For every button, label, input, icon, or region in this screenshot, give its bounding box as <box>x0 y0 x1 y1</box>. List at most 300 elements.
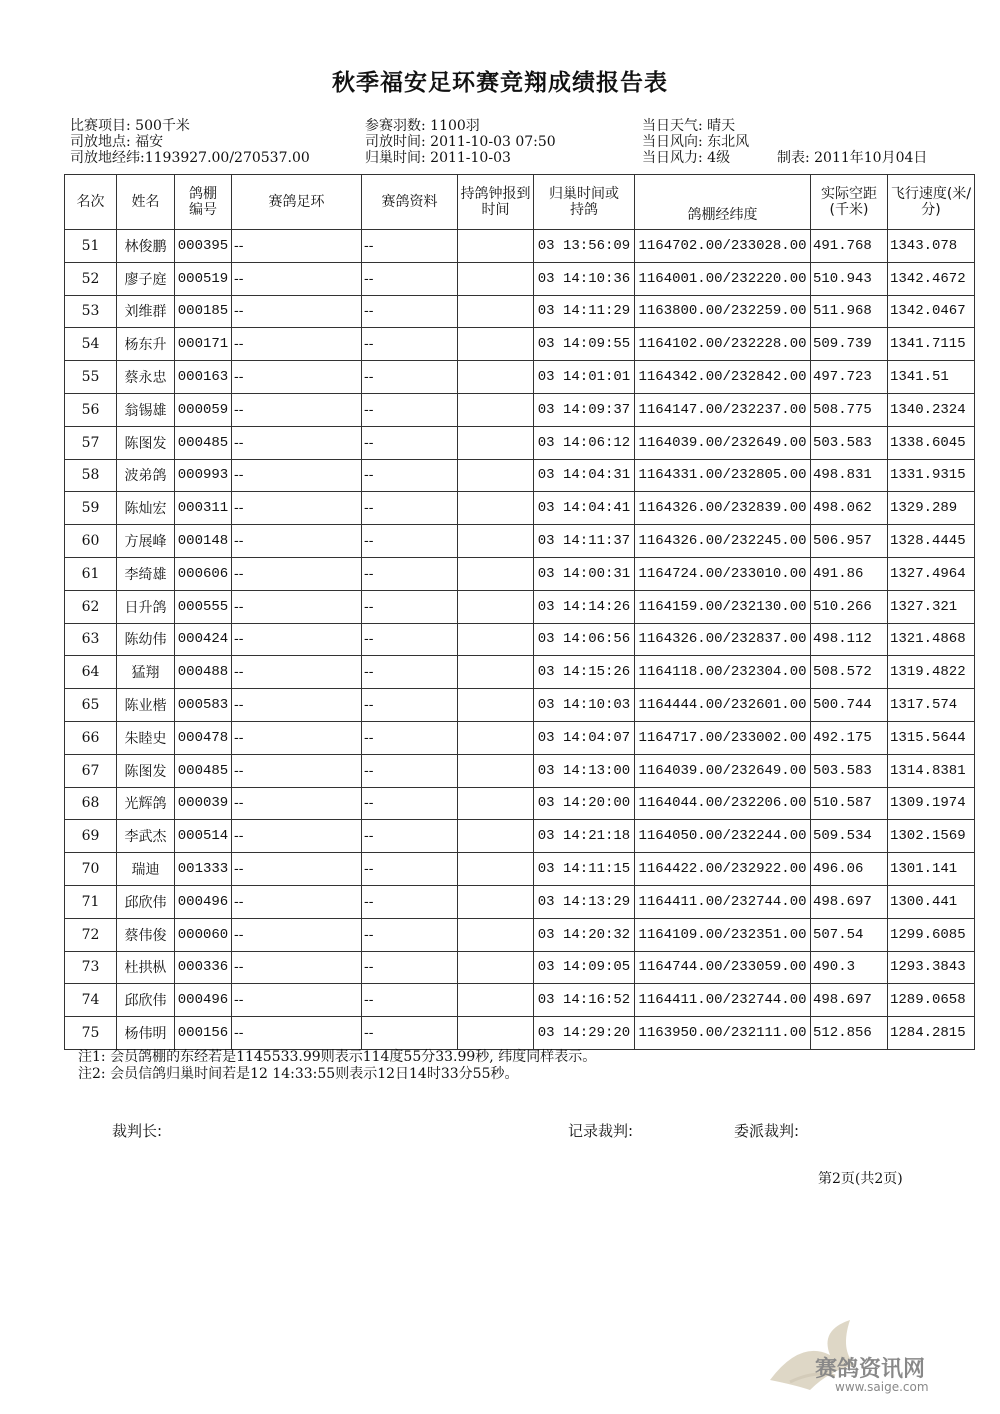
cell-coords: 1163800.00/232259.00 <box>635 295 811 328</box>
cell-rank: 65 <box>65 689 117 722</box>
cell-info: -- <box>362 754 458 787</box>
cell-distance: 508.572 <box>811 656 888 689</box>
cell-speed: 1329.289 <box>888 492 975 525</box>
cell-return-time: 03 14:10:36 <box>534 262 635 295</box>
cell-distance: 498.697 <box>811 885 888 918</box>
cell-return-time: 03 14:11:37 <box>534 525 635 558</box>
cell-clock <box>458 328 534 361</box>
cell-loft-no: 000519 <box>175 262 232 295</box>
cell-rank: 53 <box>65 295 117 328</box>
results-table <box>64 174 975 1050</box>
cell-ring: -- <box>232 361 362 394</box>
cell-speed: 1321.4868 <box>888 623 975 656</box>
cell-rank: 52 <box>65 262 117 295</box>
notes <box>78 1049 596 1083</box>
cell-return-time: 03 14:09:37 <box>534 393 635 426</box>
cell-ring: -- <box>232 656 362 689</box>
header-return: 归巢时间或持鸽 <box>534 175 635 230</box>
cell-distance: 510.943 <box>811 262 888 295</box>
cell-ring: -- <box>232 328 362 361</box>
cell-ring: -- <box>232 853 362 886</box>
cell-coords: 1164717.00/233002.00 <box>635 721 811 754</box>
cell-ring: -- <box>232 295 362 328</box>
header-speed: 飞行速度(米/分) <box>888 175 975 230</box>
cell-coords: 1164050.00/232244.00 <box>635 820 811 853</box>
cell-coords: 1164331.00/232805.00 <box>635 459 811 492</box>
cell-name: 朱睦史 <box>117 721 175 754</box>
cell-coords: 1164326.00/232245.00 <box>635 525 811 558</box>
race-info-left <box>70 118 310 166</box>
cell-coords: 1164159.00/232130.00 <box>635 590 811 623</box>
cell-coords: 1164102.00/232228.00 <box>635 328 811 361</box>
table-row <box>65 689 975 722</box>
table-row <box>65 426 975 459</box>
header-rank: 名次 <box>65 175 117 230</box>
cell-info: -- <box>362 525 458 558</box>
cell-info: -- <box>362 787 458 820</box>
cell-name: 瑞迪 <box>117 853 175 886</box>
cell-name: 林俊鹏 <box>117 230 175 263</box>
cell-rank: 54 <box>65 328 117 361</box>
table-row <box>65 590 975 623</box>
cell-loft-no: 000395 <box>175 230 232 263</box>
cell-clock <box>458 295 534 328</box>
cell-name: 陈幼伟 <box>117 623 175 656</box>
cell-clock <box>458 262 534 295</box>
cell-distance: 509.739 <box>811 328 888 361</box>
cell-loft-no: 000163 <box>175 361 232 394</box>
cell-ring: -- <box>232 623 362 656</box>
cell-clock <box>458 721 534 754</box>
cell-distance: 490.3 <box>811 951 888 984</box>
cell-name: 邱欣伟 <box>117 984 175 1017</box>
cell-info: -- <box>362 689 458 722</box>
table-row <box>65 853 975 886</box>
cell-return-time: 03 14:09:55 <box>534 328 635 361</box>
wind-direction: 当日风向: 东北风 <box>642 134 750 150</box>
cell-ring: -- <box>232 557 362 590</box>
cell-name: 波弟鸽 <box>117 459 175 492</box>
cell-name: 方展峰 <box>117 525 175 558</box>
report-title: 秋季福安足环赛竞翔成绩报告表 <box>332 70 668 96</box>
cell-clock <box>458 426 534 459</box>
cell-info: -- <box>362 459 458 492</box>
cell-return-time: 03 14:06:12 <box>534 426 635 459</box>
cell-coords: 1164422.00/232922.00 <box>635 853 811 886</box>
cell-ring: -- <box>232 525 362 558</box>
cell-clock <box>458 361 534 394</box>
watermark-text: 赛鸽资讯网 <box>815 1357 926 1382</box>
cell-distance: 511.968 <box>811 295 888 328</box>
entries: 参赛羽数: 1100羽 <box>365 118 480 134</box>
table-row <box>65 1017 975 1050</box>
cell-loft-no: 000583 <box>175 689 232 722</box>
cell-speed: 1328.4445 <box>888 525 975 558</box>
cell-speed: 1309.1974 <box>888 787 975 820</box>
cell-loft-no: 000039 <box>175 787 232 820</box>
cell-ring: -- <box>232 426 362 459</box>
table-row <box>65 787 975 820</box>
cell-name: 陈图发 <box>117 426 175 459</box>
cell-distance: 496.06 <box>811 853 888 886</box>
cell-coords: 1164044.00/232206.00 <box>635 787 811 820</box>
note-1: 注1: 会员鸽棚的东经若是1145533.99则表示114度55分33.99秒, 纬度同样表示。 <box>78 1049 597 1065</box>
cell-loft-no: 000059 <box>175 393 232 426</box>
cell-info: -- <box>362 426 458 459</box>
cell-info: -- <box>362 656 458 689</box>
cell-coords: 1164744.00/233059.00 <box>635 951 811 984</box>
cell-rank: 66 <box>65 721 117 754</box>
race-info-middle <box>365 118 556 166</box>
race-info-right <box>642 118 927 166</box>
cell-info: -- <box>362 951 458 984</box>
cell-distance: 510.587 <box>811 787 888 820</box>
cell-ring: -- <box>232 459 362 492</box>
cell-distance: 498.062 <box>811 492 888 525</box>
table-row <box>65 754 975 787</box>
cell-info: -- <box>362 262 458 295</box>
cell-clock <box>458 393 534 426</box>
table-row <box>65 885 975 918</box>
cell-coords: 1164001.00/232220.00 <box>635 262 811 295</box>
cell-rank: 60 <box>65 525 117 558</box>
cell-speed: 1331.9315 <box>888 459 975 492</box>
cell-coords: 1164444.00/232601.00 <box>635 689 811 722</box>
cell-clock <box>458 230 534 263</box>
cell-distance: 491.86 <box>811 557 888 590</box>
cell-coords: 1164326.00/232839.00 <box>635 492 811 525</box>
cell-rank: 59 <box>65 492 117 525</box>
cell-clock <box>458 853 534 886</box>
cell-loft-no: 000336 <box>175 951 232 984</box>
cell-coords: 1164342.00/232842.00 <box>635 361 811 394</box>
cell-rank: 51 <box>65 230 117 263</box>
cell-speed: 1340.2324 <box>888 393 975 426</box>
cell-speed: 1342.4672 <box>888 262 975 295</box>
release-place: 司放地点: 福安 <box>70 134 164 150</box>
cell-name: 猛翔 <box>117 656 175 689</box>
cell-coords: 1164326.00/232837.00 <box>635 623 811 656</box>
chief-referee-label: 裁判长: <box>112 1122 163 1140</box>
cell-speed: 1300.441 <box>888 885 975 918</box>
cell-return-time: 03 14:06:56 <box>534 623 635 656</box>
cell-speed: 1341.7115 <box>888 328 975 361</box>
cell-speed: 1327.321 <box>888 590 975 623</box>
cell-info: -- <box>362 885 458 918</box>
cell-info: -- <box>362 853 458 886</box>
cell-clock <box>458 590 534 623</box>
cell-return-time: 03 14:15:26 <box>534 656 635 689</box>
cell-distance: 507.54 <box>811 918 888 951</box>
cell-return-time: 03 14:04:31 <box>534 459 635 492</box>
cell-rank: 75 <box>65 1017 117 1050</box>
cell-rank: 69 <box>65 820 117 853</box>
cell-info: -- <box>362 820 458 853</box>
cell-ring: -- <box>232 721 362 754</box>
cell-name: 陈图发 <box>117 754 175 787</box>
cell-clock <box>458 885 534 918</box>
cell-clock <box>458 557 534 590</box>
made-date: 制表: 2011年10月04日 <box>776 150 928 166</box>
table-row <box>65 459 975 492</box>
wind-force-value: 当日风力: 4级 <box>642 150 731 166</box>
table-row <box>65 623 975 656</box>
cell-ring: -- <box>232 1017 362 1050</box>
header-loft-no: 鸽棚编号 <box>175 175 232 230</box>
cell-ring: -- <box>232 230 362 263</box>
cell-distance: 503.583 <box>811 754 888 787</box>
cell-clock <box>458 525 534 558</box>
cell-rank: 71 <box>65 885 117 918</box>
cell-distance: 506.957 <box>811 525 888 558</box>
cell-return-time: 03 14:04:07 <box>534 721 635 754</box>
cell-loft-no: 000485 <box>175 426 232 459</box>
cell-name: 日升鸽 <box>117 590 175 623</box>
race-item: 比赛项目: 500千米 <box>70 118 190 134</box>
cell-speed: 1343.078 <box>888 230 975 263</box>
table-row <box>65 525 975 558</box>
header-name: 姓名 <box>117 175 175 230</box>
cell-return-time: 03 14:00:31 <box>534 557 635 590</box>
appointed-referee-label: 委派裁判: <box>734 1122 800 1140</box>
cell-rank: 67 <box>65 754 117 787</box>
cell-name: 廖子庭 <box>117 262 175 295</box>
cell-name: 李绮雄 <box>117 557 175 590</box>
cell-distance: 500.744 <box>811 689 888 722</box>
cell-ring: -- <box>232 885 362 918</box>
cell-ring: -- <box>232 754 362 787</box>
cell-name: 蔡伟俊 <box>117 918 175 951</box>
cell-coords: 1164039.00/232649.00 <box>635 426 811 459</box>
cell-clock <box>458 754 534 787</box>
release-coords: 司放地经纬:1193927.00/270537.00 <box>70 150 310 166</box>
cell-speed: 1342.0467 <box>888 295 975 328</box>
cell-name: 陈灿宏 <box>117 492 175 525</box>
wind-force <box>642 150 927 166</box>
cell-info: -- <box>362 984 458 1017</box>
cell-loft-no: 000488 <box>175 656 232 689</box>
cell-loft-no: 000514 <box>175 820 232 853</box>
cell-return-time: 03 14:20:00 <box>534 787 635 820</box>
cell-coords: 1164109.00/232351.00 <box>635 918 811 951</box>
cell-info: -- <box>362 361 458 394</box>
table-row <box>65 557 975 590</box>
cell-info: -- <box>362 623 458 656</box>
cell-speed: 1338.6045 <box>888 426 975 459</box>
cell-rank: 64 <box>65 656 117 689</box>
table-row <box>65 230 975 263</box>
cell-clock <box>458 918 534 951</box>
cell-speed: 1302.1569 <box>888 820 975 853</box>
cell-name: 光辉鸽 <box>117 787 175 820</box>
cell-name: 李武杰 <box>117 820 175 853</box>
table-row <box>65 492 975 525</box>
cell-rank: 68 <box>65 787 117 820</box>
cell-name: 刘维群 <box>117 295 175 328</box>
cell-return-time: 03 14:13:29 <box>534 885 635 918</box>
cell-rank: 61 <box>65 557 117 590</box>
cell-loft-no: 000311 <box>175 492 232 525</box>
cell-distance: 508.775 <box>811 393 888 426</box>
cell-distance: 503.583 <box>811 426 888 459</box>
cell-distance: 509.534 <box>811 820 888 853</box>
cell-loft-no: 000424 <box>175 623 232 656</box>
cell-info: -- <box>362 590 458 623</box>
cell-info: -- <box>362 1017 458 1050</box>
table-row <box>65 656 975 689</box>
cell-loft-no: 000485 <box>175 754 232 787</box>
cell-return-time: 03 14:01:01 <box>534 361 635 394</box>
cell-clock <box>458 820 534 853</box>
cell-distance: 510.266 <box>811 590 888 623</box>
cell-info: -- <box>362 328 458 361</box>
cell-coords: 1164411.00/232744.00 <box>635 984 811 1017</box>
cell-return-time: 03 14:21:18 <box>534 820 635 853</box>
cell-name: 杨伟明 <box>117 1017 175 1050</box>
cell-return-time: 03 14:09:05 <box>534 951 635 984</box>
cell-name: 杜拱枞 <box>117 951 175 984</box>
cell-name: 翁锡雄 <box>117 393 175 426</box>
cell-speed: 1299.6085 <box>888 918 975 951</box>
cell-rank: 63 <box>65 623 117 656</box>
cell-coords: 1164724.00/233010.00 <box>635 557 811 590</box>
page-number: 第2页(共2页) <box>818 1171 903 1187</box>
cell-clock <box>458 689 534 722</box>
cell-return-time: 03 14:11:29 <box>534 295 635 328</box>
table-row <box>65 393 975 426</box>
cell-info: -- <box>362 721 458 754</box>
cell-return-time: 03 14:11:15 <box>534 853 635 886</box>
cell-ring: -- <box>232 492 362 525</box>
cell-speed: 1341.51 <box>888 361 975 394</box>
cell-name: 蔡永忠 <box>117 361 175 394</box>
cell-name: 杨东升 <box>117 328 175 361</box>
cell-loft-no: 000606 <box>175 557 232 590</box>
cell-ring: -- <box>232 820 362 853</box>
cell-distance: 498.112 <box>811 623 888 656</box>
cell-coords: 1163950.00/232111.00 <box>635 1017 811 1050</box>
recorder-label: 记录裁判: <box>568 1122 634 1140</box>
cell-coords: 1164702.00/233028.00 <box>635 230 811 263</box>
watermark-url: www.saige.com <box>835 1380 929 1394</box>
cell-return-time: 03 14:10:03 <box>534 689 635 722</box>
cell-clock <box>458 787 534 820</box>
cell-coords: 1164147.00/232237.00 <box>635 393 811 426</box>
table-header-row <box>65 175 975 230</box>
cell-ring: -- <box>232 262 362 295</box>
cell-info: -- <box>362 393 458 426</box>
table-row <box>65 820 975 853</box>
cell-ring: -- <box>232 787 362 820</box>
cell-clock <box>458 951 534 984</box>
cell-coords: 1164118.00/232304.00 <box>635 656 811 689</box>
cell-loft-no: 000993 <box>175 459 232 492</box>
cell-ring: -- <box>232 918 362 951</box>
table-row <box>65 361 975 394</box>
table-row <box>65 918 975 951</box>
cell-return-time: 03 14:14:26 <box>534 590 635 623</box>
cell-speed: 1314.8381 <box>888 754 975 787</box>
cell-ring: -- <box>232 393 362 426</box>
table-row <box>65 295 975 328</box>
cell-distance: 498.831 <box>811 459 888 492</box>
cell-info: -- <box>362 295 458 328</box>
cell-clock <box>458 656 534 689</box>
cell-loft-no: 000171 <box>175 328 232 361</box>
cell-loft-no: 000478 <box>175 721 232 754</box>
header-info: 赛鸽资料 <box>362 175 458 230</box>
cell-rank: 74 <box>65 984 117 1017</box>
cell-rank: 56 <box>65 393 117 426</box>
cell-speed: 1317.574 <box>888 689 975 722</box>
cell-rank: 70 <box>65 853 117 886</box>
header-ring: 赛鸽足环 <box>232 175 362 230</box>
table-row <box>65 984 975 1017</box>
header-clock: 持鸽钟报到时间 <box>458 175 534 230</box>
header-distance: 实际空距(千米) <box>811 175 888 230</box>
cell-info: -- <box>362 230 458 263</box>
cell-loft-no: 000185 <box>175 295 232 328</box>
cell-rank: 72 <box>65 918 117 951</box>
cell-rank: 58 <box>65 459 117 492</box>
table-row <box>65 262 975 295</box>
cell-info: -- <box>362 918 458 951</box>
cell-info: -- <box>362 492 458 525</box>
cell-distance: 497.723 <box>811 361 888 394</box>
table-row <box>65 328 975 361</box>
cell-return-time: 03 14:20:32 <box>534 918 635 951</box>
cell-ring: -- <box>232 689 362 722</box>
cell-loft-no: 000555 <box>175 590 232 623</box>
cell-return-time: 03 14:13:00 <box>534 754 635 787</box>
cell-speed: 1293.3843 <box>888 951 975 984</box>
cell-return-time: 03 14:29:20 <box>534 1017 635 1050</box>
cell-clock <box>458 984 534 1017</box>
cell-return-time: 03 14:16:52 <box>534 984 635 1017</box>
table-body <box>65 230 975 1050</box>
table-row <box>65 951 975 984</box>
cell-rank: 57 <box>65 426 117 459</box>
cell-speed: 1327.4964 <box>888 557 975 590</box>
weather: 当日天气: 晴天 <box>642 118 736 134</box>
cell-loft-no: 000496 <box>175 885 232 918</box>
cell-ring: -- <box>232 590 362 623</box>
table-row <box>65 721 975 754</box>
cell-loft-no: 001333 <box>175 853 232 886</box>
cell-distance: 491.768 <box>811 230 888 263</box>
cell-speed: 1315.5644 <box>888 721 975 754</box>
cell-info: -- <box>362 557 458 590</box>
note-2: 注2: 会员信鸽归巢时间若是12 14:33:55则表示12日14时33分55秒。 <box>78 1066 519 1082</box>
cell-return-time: 03 13:56:09 <box>534 230 635 263</box>
cell-distance: 492.175 <box>811 721 888 754</box>
cell-speed: 1319.4822 <box>888 656 975 689</box>
cell-clock <box>458 1017 534 1050</box>
cell-speed: 1301.141 <box>888 853 975 886</box>
cell-loft-no: 000060 <box>175 918 232 951</box>
cell-clock <box>458 492 534 525</box>
cell-loft-no: 000148 <box>175 525 232 558</box>
cell-rank: 62 <box>65 590 117 623</box>
cell-loft-no: 000496 <box>175 984 232 1017</box>
cell-name: 陈业楷 <box>117 689 175 722</box>
header-coords: 鸽棚经纬度 <box>635 175 811 230</box>
cell-coords: 1164039.00/232649.00 <box>635 754 811 787</box>
cell-rank: 55 <box>65 361 117 394</box>
cell-speed: 1289.0658 <box>888 984 975 1017</box>
cell-ring: -- <box>232 951 362 984</box>
cell-distance: 498.697 <box>811 984 888 1017</box>
